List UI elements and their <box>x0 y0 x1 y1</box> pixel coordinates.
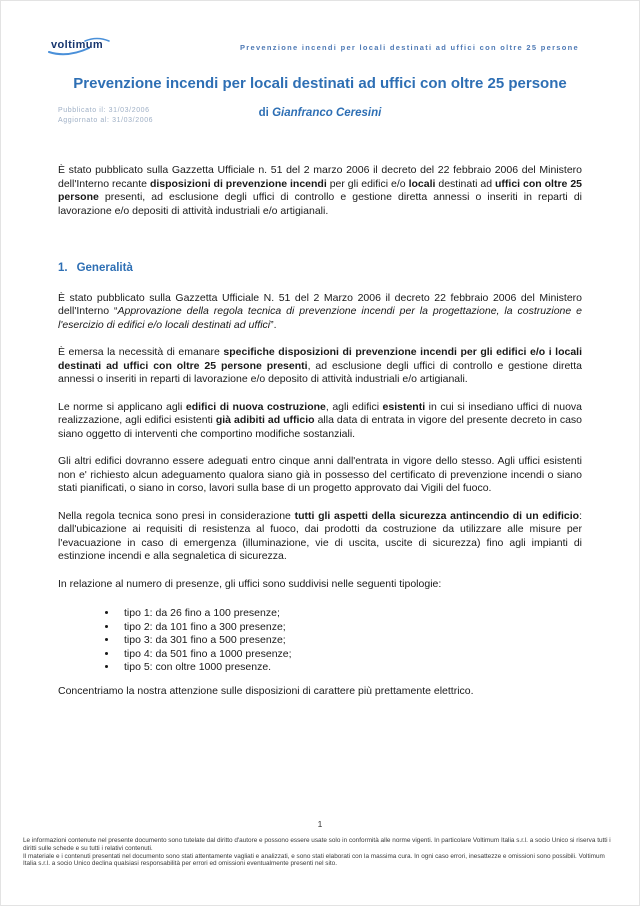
voltimum-logo <box>47 35 121 59</box>
intro-paragraph: È stato pubblicato sulla Gazzetta Ufficiale n. 51 del 2 marzo 2006 il decreto del 22 febbraio 2006 del Ministero dell'Interno recante disposizioni di prevenzione incendi per gli edifici e/o locali destinati ad uffici con oltre 25 persone presenti, ad esclusione degli uffici di controllo e gestione diretta annessi o inseriti in reparti di lavorazione e/o depositi di attività industriali e/o artigianali. <box>58 164 582 217</box>
list-item: • tipo 1: da 26 fino a 100 presenze; <box>118 607 582 621</box>
list-item: • tipo 2: da 101 fino a 300 presenze; <box>118 621 582 635</box>
section-title: Generalità <box>76 262 133 274</box>
list-item: • tipo 4: da 501 fino a 1000 presenze; <box>118 648 582 662</box>
byline-prefix: di <box>258 107 273 119</box>
disclaimer-paragraph: Il materiale e i contenuti presentati nel documento sono stati attentamente vagliati e analizzati, e sono stati elaborati con la massima cura. In ogni caso errori, inesattezze e omissioni sono possibili. Voltimum Italia s.r.l. a socio Unico declina qualsiasi responsabilità per errori ed omissioni eventualmente presenti nel sito. <box>23 852 605 868</box>
closing-paragraph: Concentriamo la nostra attenzione sulle disposizioni di carattere più prettamente elettrico. <box>58 684 474 697</box>
footer-disclaimer <box>23 837 619 868</box>
running-title: Prevenzione incendi per locali destinati ad uffici con oltre 25 persone <box>239 43 579 52</box>
bullet-list <box>58 607 582 675</box>
list-item: • tipo 3: da 301 fino a 500 presenze; <box>118 634 582 648</box>
byline <box>1 107 639 119</box>
section-number: 1. <box>58 262 68 274</box>
paragraph: Le norme si applicano agli edifici di nuova costruzione, agli edifici esistenti in cui si insediano uffici di nuova realizzazione, agli edifici esistenti già adibiti ad ufficio alla data di entrata in vigore del presente decreto in caso siano oggetto di interventi che comportino modifiche sostanziali. <box>58 400 582 440</box>
document-body <box>58 164 582 712</box>
paragraph: Nella regola tecnica sono presi in considerazione tutti gli aspetti della sicurezza antincendio di un edificio: dall'ubicazione ai requisiti di resistenza al fuoco, dai prodotti da costruzione da utilizzare alle misure per l'evacuazione in caso di emergenza (illuminazione, vie di uscita, uscite di sicurezza) fino agli impianti di estinzione incendi e alla segnaletica di sicurezza. <box>58 509 582 562</box>
page-title: Prevenzione incendi per locali destinati ad uffici con oltre 25 persone <box>73 75 567 92</box>
list-item: • tipo 5: con oltre 1000 presenze. <box>118 661 582 675</box>
author-name: Gianfranco Ceresini <box>272 107 382 119</box>
page-number: 1 <box>317 819 323 829</box>
paragraph: In relazione al numero di presenze, gli uffici sono suddivisi nelle seguenti tipologie: <box>58 577 442 590</box>
paragraph: È stato pubblicato sulla Gazzetta Ufficiale N. 51 del 2 Marzo 2006 il decreto 22 febbraio 2006 del Ministero dell'Interno “Approvazione della regola tecnica di prevenzione incendi per la progettazione, la costruzione e l'esercizio di edifici e/o locali destinati ad uffici”. <box>58 291 583 331</box>
paragraph: Gli altri edifici dovranno essere adeguati entro cinque anni dall'entrata in vigore dello stesso. Agli uffici esistenti non e' richiesto alcun adeguamento qualora siano già in possesso del certificato di prevenzione incendi o siano stati pianificati, o siano in corso, lavori sulla base di un progetto approvato dai Vigili del fuoco. <box>58 455 582 494</box>
section-heading <box>58 262 582 276</box>
logo-text: voltimum <box>51 39 104 51</box>
disclaimer-paragraph: Le informazioni contenute nel presente documento sono tutelate dal diritto d'autore e possono essere usate solo in conformità alle norme vigenti. In particolare Voltimum Italia s.r.l. a socio Unico si riserva tutti i diritti sulle schede e su tutti i relativi contenuti. <box>23 837 611 852</box>
published-date: Pubblicato il: 31/03/2006 <box>58 107 150 114</box>
updated-date: Aggiornato al: 31/03/2006 <box>58 116 154 124</box>
paragraph: È emersa la necessità di emanare specifiche disposizioni di prevenzione incendi per gli edifici e/o i locali destinati ad uffici con oltre 25 persone presenti, ad esclusione degli uffici di controllo e gestione diretta annessi o inseriti in reparti di lavorazione e/o deposito di attività industriali e/o artigianali. <box>58 346 582 385</box>
